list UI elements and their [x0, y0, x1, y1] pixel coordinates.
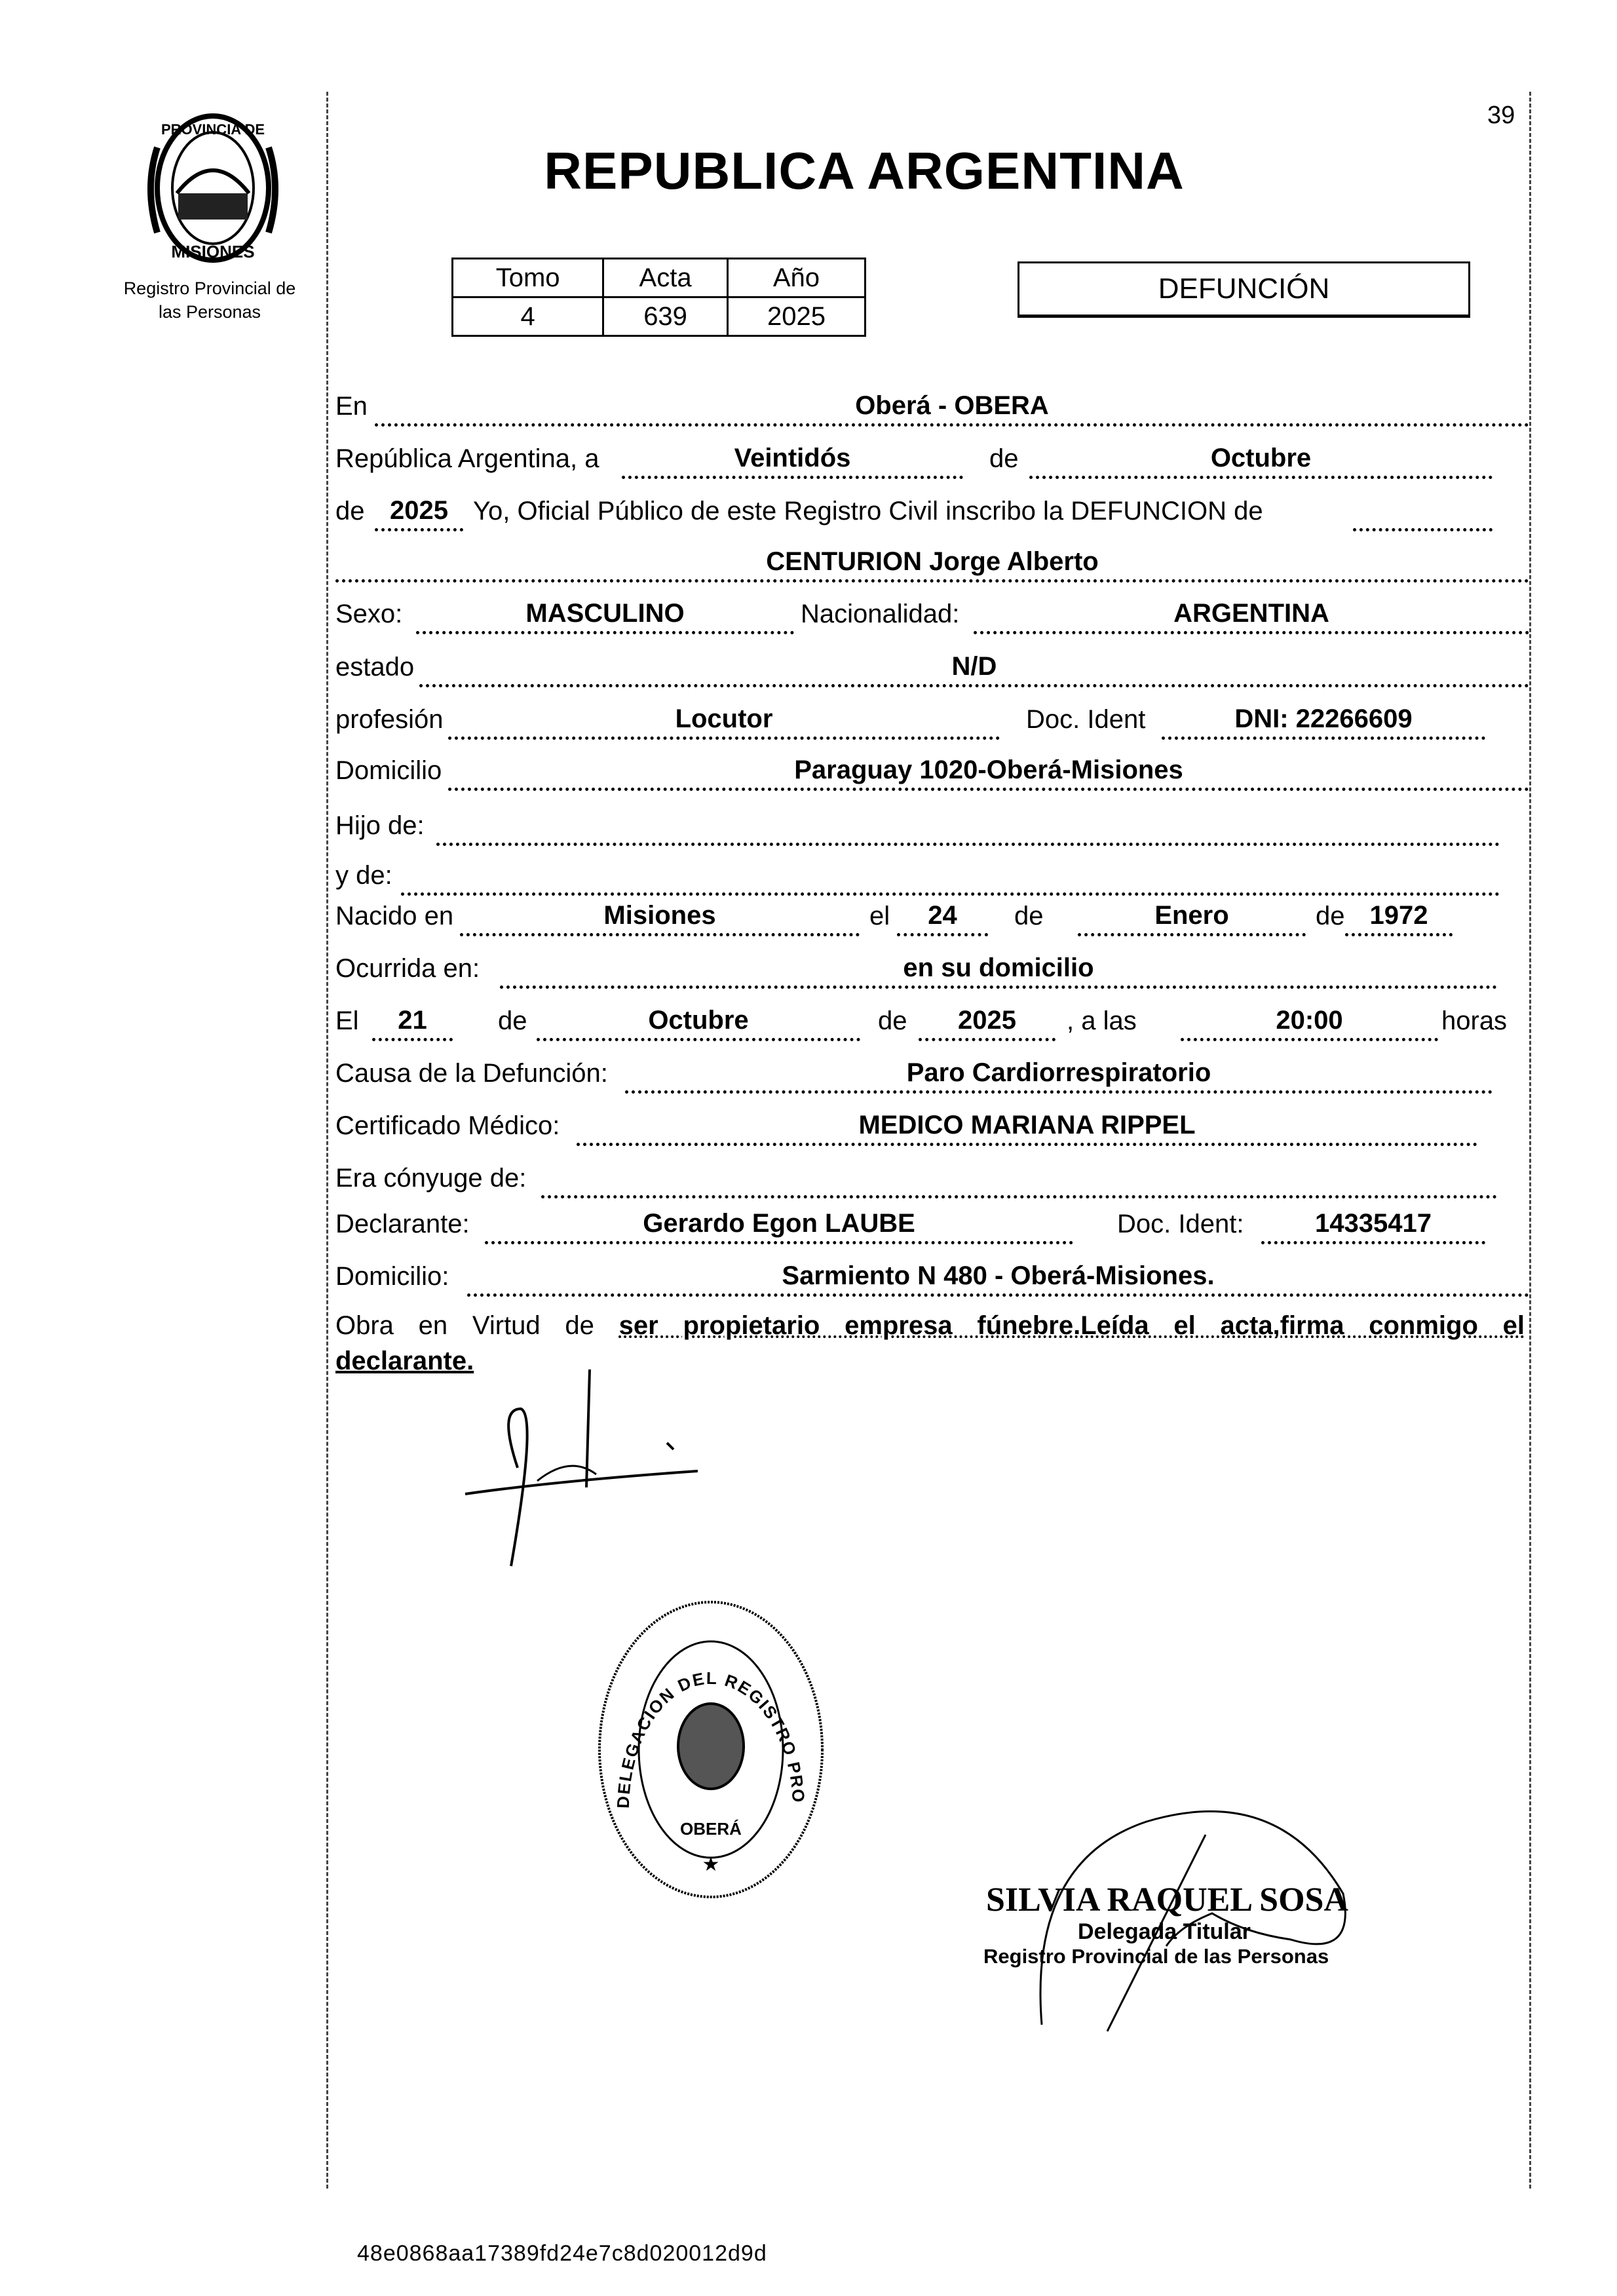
row-certificado — [0, 1107, 1617, 1147]
label-a-las: , a las — [1067, 1006, 1137, 1035]
row-estado — [0, 649, 1617, 688]
document-hash: 48e0868aa17389fd24e7c8d020012d9d — [357, 2241, 767, 2261]
field-ocurrida-en: en su domicilio — [500, 950, 1497, 989]
row-domicilio — [0, 752, 1617, 792]
row-declarante — [0, 1206, 1617, 1245]
label-de-death-month: de — [498, 1006, 527, 1035]
field-birth-month: Enero — [1078, 898, 1306, 936]
header-tomo: Tomo — [453, 259, 603, 297]
official-name: SILVIA RAQUEL SOSA — [986, 1881, 1348, 1919]
field-birth-day: 24 — [897, 898, 988, 936]
field-obra-end: declarante. — [335, 1347, 474, 1375]
field-profesion: Locutor — [448, 701, 1000, 740]
field-decl-domicilio: Sarmiento N 480 - Oberá-Misiones. — [467, 1258, 1529, 1297]
field-decl-doc: 14335417 — [1261, 1206, 1485, 1244]
seal-star-icon: ★ — [702, 1854, 720, 1875]
label-de-birth-month: de — [1014, 902, 1044, 930]
row-year — [0, 493, 1617, 532]
label-certificado: Certificado Médico: — [335, 1111, 560, 1140]
record-type-box: DEFUNCIÓN — [1018, 261, 1470, 318]
header-acta: Acta — [603, 259, 728, 297]
label-de-birth-year: de — [1316, 902, 1345, 930]
label-doc-ident: Doc. Ident — [1026, 705, 1146, 734]
field-y-de — [401, 857, 1500, 896]
value-tomo: 4 — [453, 297, 603, 336]
label-estado: estado — [335, 653, 415, 681]
label-domicilio: Domicilio — [335, 756, 442, 785]
field-causa: Paro Cardiorrespiratorio — [625, 1055, 1493, 1094]
label-sexo: Sexo: — [335, 600, 403, 628]
logo-text-bottom: MISIONES — [171, 242, 255, 261]
field-death-month: Octubre — [537, 1003, 860, 1041]
field-month: Octubre — [1029, 440, 1493, 479]
row-en — [0, 388, 1617, 427]
declarant-signature — [459, 1369, 708, 1573]
field-deceased-name: CENTURION Jorge Alberto — [335, 544, 1529, 583]
label-causa: Causa de la Defunción: — [335, 1059, 608, 1088]
label-en: En — [335, 392, 368, 421]
field-conyuge — [541, 1160, 1497, 1198]
field-doc-ident: DNI: 22266609 — [1162, 701, 1485, 740]
row-profesion — [0, 701, 1617, 740]
registry-name-line2: las Personas — [158, 302, 261, 322]
row-death-date — [0, 1003, 1617, 1042]
row-ocurrida — [0, 950, 1617, 989]
row-decl-domicilio — [0, 1258, 1617, 1297]
label-hijo-de: Hijo de: — [335, 811, 425, 840]
obra-paragraph — [335, 1307, 1525, 1344]
label-nacido: Nacido en — [335, 902, 454, 930]
row-nacido — [0, 898, 1617, 937]
row-y-de — [0, 857, 1617, 896]
field-day-words: Veintidós — [622, 440, 963, 479]
official-stamp — [983, 1881, 1366, 1968]
official-role: Delegada Titular — [1078, 1919, 1251, 1944]
page-number: 39 — [1487, 102, 1515, 129]
label-de: de — [989, 444, 1019, 473]
field-obra: ser propietario empresa fúnebre.Leída el acta,firma conmigo el — [618, 1311, 1525, 1340]
seal-ring-text: DELEGACION DEL REGISTRO PRO — [613, 1668, 809, 1809]
field-domicilio: Paraguay 1020-Oberá-Misiones — [448, 752, 1529, 791]
label-El: El — [335, 1006, 359, 1035]
label-obra: Obra en Virtud de — [335, 1311, 594, 1340]
label-declarante: Declarante: — [335, 1210, 470, 1238]
row-conyuge — [0, 1160, 1617, 1199]
field-certificado: MEDICO MARIANA RIPPEL — [577, 1107, 1477, 1146]
official-seal — [590, 1592, 832, 1907]
field-sexo: MASCULINO — [416, 596, 794, 634]
field-en: Oberá - OBERA — [375, 388, 1529, 427]
field-nacido-en: Misiones — [460, 898, 860, 936]
field-year: 2025 — [375, 493, 463, 531]
value-acta: 639 — [603, 297, 728, 336]
registry-name-line1: Registro Provincial de — [123, 278, 296, 298]
label-y-de: y de: — [335, 861, 392, 890]
label-nacionalidad: Nacionalidad: — [801, 600, 960, 628]
registry-name — [111, 277, 308, 324]
field-declarante: Gerardo Egon LAUBE — [485, 1206, 1073, 1244]
header-ano: Año — [727, 259, 865, 297]
field-death-day: 21 — [372, 1003, 453, 1041]
row-causa — [0, 1055, 1617, 1094]
record-table — [451, 258, 866, 337]
row-name — [0, 544, 1617, 583]
row-date — [0, 440, 1617, 480]
label-republica: República Argentina, a — [335, 444, 599, 473]
row-hijo-de — [0, 807, 1617, 847]
page-title: REPUBLICA ARGENTINA — [544, 142, 1185, 200]
oficial-text: Yo, Oficial Público de este Registro Civil inscribo la DEFUNCION de — [473, 497, 1263, 526]
row-sexo — [0, 596, 1617, 635]
label-decl-domicilio: Domicilio: — [335, 1262, 449, 1291]
label-conyuge: Era cónyuge de: — [335, 1164, 527, 1193]
field-death-time: 20:00 — [1181, 1003, 1438, 1041]
field-blank — [1353, 493, 1493, 531]
label-ocurrida: Ocurrida en: — [335, 954, 480, 983]
field-birth-year: 1972 — [1345, 898, 1453, 936]
label-el: el — [869, 902, 890, 930]
field-estado: N/D — [419, 649, 1529, 687]
seal-city: OBERÁ — [680, 1819, 742, 1839]
label-de-death-year: de — [878, 1006, 907, 1035]
label-decl-doc: Doc. Ident: — [1117, 1210, 1244, 1238]
field-hijo-de — [436, 807, 1500, 846]
label-horas: horas — [1441, 1006, 1508, 1035]
official-institution: Registro Provincial de las Personas — [983, 1945, 1329, 1968]
label-de-year: de — [335, 497, 365, 526]
field-death-year: 2025 — [919, 1003, 1056, 1041]
value-ano: 2025 — [727, 297, 865, 336]
field-nacionalidad: ARGENTINA — [974, 596, 1529, 634]
logo-text-top: PROVINCIA DE — [161, 121, 265, 138]
label-profesion: profesión — [335, 705, 444, 734]
